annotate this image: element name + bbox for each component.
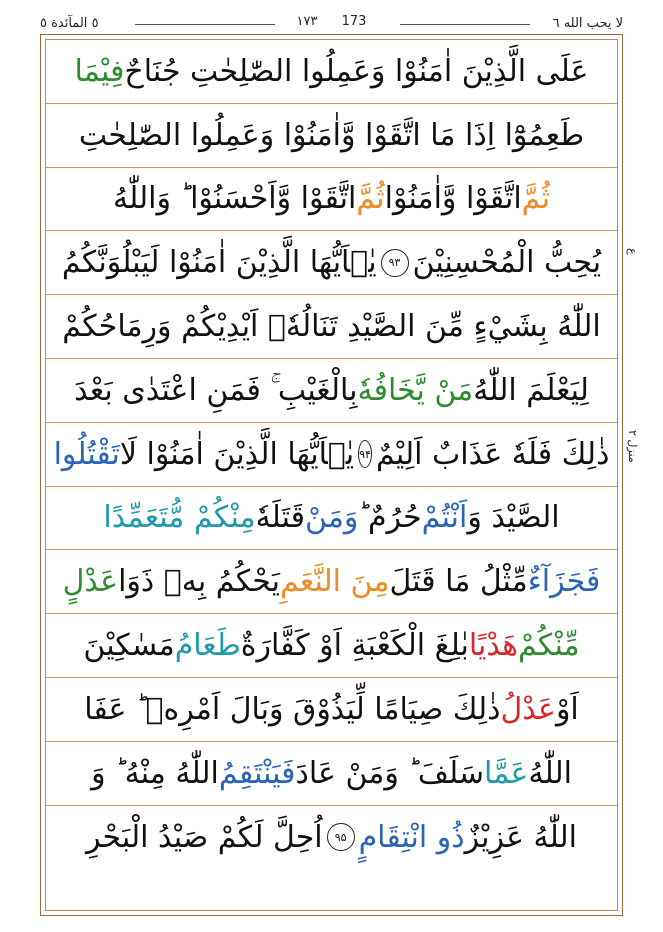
verse-text: طَعِمُوْٓا اِذَا مَا اتَّقَوْا وَّاٰمَنُوْا وَعَمِلُوا الصّٰلِحٰتِ	[78, 117, 585, 153]
highlighted-word: فَيَنْتَقِمُ	[218, 755, 296, 791]
verse-text: مِّثْلُ مَا قَتَلَ	[389, 564, 528, 600]
verse-line	[46, 104, 617, 168]
highlighted-word: عَمَّا	[484, 755, 529, 791]
page-number-group	[40, 14, 623, 29]
highlighted-word: طَعَامُ	[174, 628, 241, 664]
highlighted-word: ثُمَّ	[356, 181, 385, 217]
verse-text: ذٰلِكَ صِيَامًا لِّيَذُوْقَ وَبَالَ اَمْرِهٖ ؕ عَفَا	[84, 691, 501, 727]
verse-text: اَوْ	[555, 691, 579, 727]
ayah-number-marker: ۹۵	[327, 823, 355, 851]
page-number: 173	[341, 14, 367, 29]
verse-text: يُحِبُّ الْمُحْسِنِيْنَ	[412, 245, 602, 281]
highlighted-word: فِيْمَا	[74, 53, 125, 89]
surah-name: ٥ المآئدة ٥	[40, 16, 99, 31]
verse-text: بِالْغَيْبِ ۚ فَمَنِ اعْتَدٰى بَعْدَ	[74, 372, 358, 408]
verse-text: سَلَفَ ؕ وَمَنْ عَادَ	[295, 755, 485, 791]
verse-text: عَلَى الَّذِيْنَ اٰمَنُوْا وَعَمِلُوا الصّٰلِحٰتِ جُنَاحٌ	[124, 53, 589, 89]
verse-line	[46, 295, 617, 359]
verse-line	[46, 231, 617, 295]
highlighted-word: عَدْلٍ	[62, 564, 119, 600]
verse-text: يٰۤاَيُّهَا الَّذِيْنَ اٰمَنُوْا لَا	[119, 436, 355, 472]
verse-line	[46, 423, 617, 487]
highlighted-word: فَجَزَآءٌ	[527, 564, 601, 600]
ayah-number-marker: ۹۳	[381, 249, 409, 277]
verse-line	[46, 614, 617, 678]
verse-text: اتَّقَوْا وَّاٰمَنُوْا	[384, 181, 522, 217]
verse-text: قَتَلَهٗ	[255, 500, 305, 536]
highlighted-word: ذُو انْتِقَامٍ	[358, 819, 465, 855]
verse-text: الصَّيْدَ وَ	[467, 500, 560, 536]
verse-text: اُحِلَّ لَكُمْ صَيْدُ الْبَحْرِ	[86, 819, 323, 855]
verse-text: ذٰلِكَ فَلَهٗ عَذَابٌ اَلِيْمٌ	[375, 436, 610, 472]
highlighted-word: وَمَنْ	[305, 500, 359, 536]
verse-text: لِيَعْلَمَ اللّٰهُ	[473, 372, 589, 408]
verse-text: بٰلِغَ الْكَعْبَةِ اَوْ كَفَّارَةٌ	[240, 628, 469, 664]
manzil-marker: منزل ٢	[626, 430, 639, 463]
header-rule-right	[400, 24, 530, 25]
verse-text: اتَّقَوْا وَّاَحْسَنُوْا ؕ وَاللّٰهُ	[113, 181, 357, 217]
highlighted-word: اَنْتُمْ	[421, 500, 468, 536]
verse-line	[46, 678, 617, 742]
verse-line	[46, 550, 617, 614]
verse-line	[46, 487, 617, 551]
juz-name: لا يحب الله ٦	[552, 16, 623, 31]
verse-line	[46, 168, 617, 232]
highlighted-word: مِنَ النَّعَمِ	[280, 564, 390, 600]
highlighted-word: مِّنْكُمْ	[517, 628, 580, 664]
verse-text: اللّٰهُ عَزِيْزٌ	[464, 819, 578, 855]
highlighted-word: ثُمَّ	[521, 181, 550, 217]
verse-line	[46, 742, 617, 806]
verse-text: اللّٰهُ	[528, 755, 572, 791]
page-header	[40, 14, 623, 36]
verse-text: حُرُمٌ ؕ	[358, 500, 422, 536]
verse-line	[46, 40, 617, 104]
ruku-marker: ع	[626, 248, 639, 255]
verse-text: اللّٰهُ بِشَيْءٍ مِّنَ الصَّيْدِ تَنَالُهٗۤ اَيْدِيْكُمْ وَرِمَاحُكُمْ	[62, 309, 601, 345]
ayah-number-marker: ۹۴	[358, 440, 372, 468]
page-number-arabic: ١٧٣	[296, 14, 318, 29]
quran-text-block	[46, 40, 617, 869]
highlighted-word: تَقْتُلُوا	[53, 436, 120, 472]
verse-line	[46, 359, 617, 423]
verse-text: يٰۤاَيُّهَا الَّذِيْنَ اٰمَنُوْا لَيَبْلُوَنَّكُمُ	[61, 245, 377, 281]
highlighted-word: هَدْيًا	[468, 628, 518, 664]
verse-text: يَحْكُمُ بِهٖ ذَوَا	[118, 564, 281, 600]
highlighted-word: مَنْ يَّخَافُهٗ	[357, 372, 474, 408]
verse-text: اللّٰهُ مِنْهُ ؕ وَ	[91, 755, 219, 791]
verse-line	[46, 806, 617, 870]
verse-text: مَسٰكِيْنَ	[83, 628, 175, 664]
highlighted-word: عَدْلُ	[500, 691, 556, 727]
highlighted-word: مِنْكُمْ مُّتَعَمِّدًا	[103, 500, 256, 536]
